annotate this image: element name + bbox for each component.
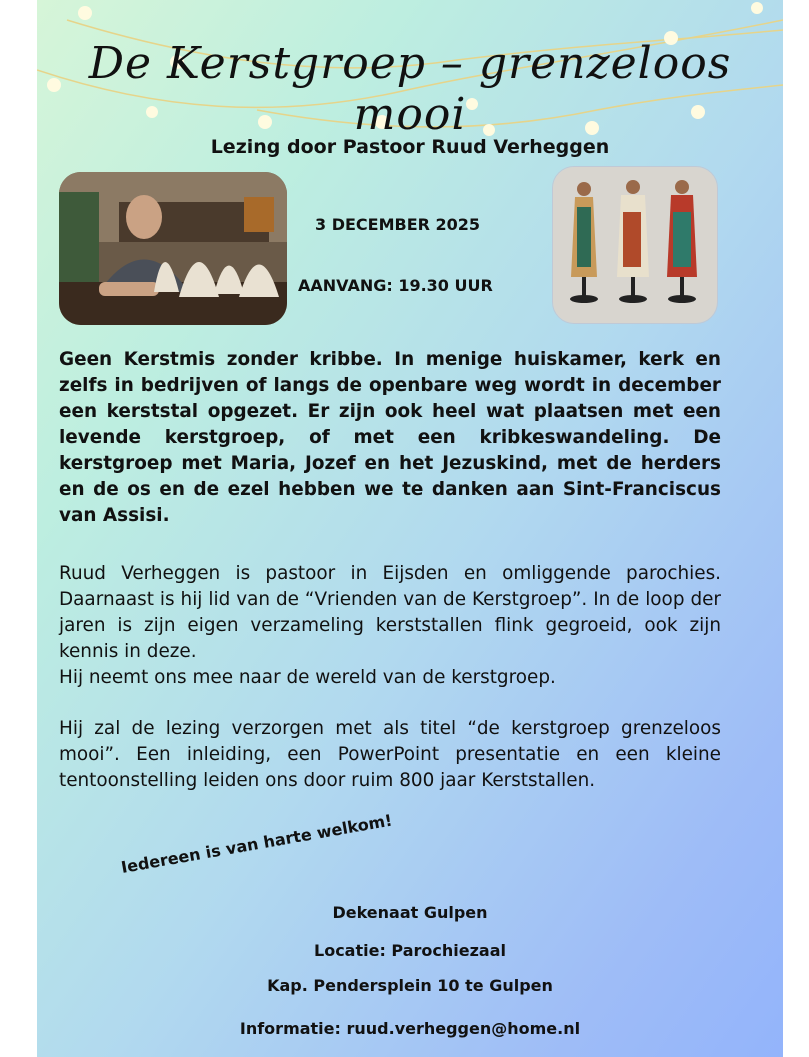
poster-title: De Kerstgroep – grenzeloos mooi [88,38,732,140]
flyer-page [37,0,783,1057]
contact-info: Informatie: ruud.verheggen@home.nl [239,1019,581,1038]
speaker-paragraph: Ruud Verheggen is pastoor in Eijsden en omliggende parochies. Daarnaast is hij lid van de “Vrienden van de Kerstgroep”. In de loop der jaren is zijn eigen verzameling kerststallen flink gegroeid, ook zijn kennis in deze. Hij neemt ons mee naar de wereld van de kerstgroep. [59,563,721,688]
lecture-paragraph: Hij zal de lezing verzorgen met als titel “de kerstgroep grenzeloos mooi”. Een inleiding, een PowerPoint presentatie en een kleine tentoonstelling leiden ons door ruim 800 jaar Kerststallen. [59,718,721,791]
welcome-text: Iedereen is van harte welkom! [119,810,394,877]
address: Kap. Pendersplein 10 te Gulpen [267,976,553,995]
pastor-photo [59,172,287,325]
intro-paragraph: Geen Kerstmis zonder kribbe. In menige huiskamer, kerk en zelfs in bedrijven of langs de openbare weg wordt in december een kerststal opgezet. Er zijn ook heel wat plaatsen met een levende kerstgroep, of met een kribkeswandeling. De kerstgroep met Maria, Jozef en het Jezuskind, met de herders en de os en de ezel hebben we te danken aan Sint-Franciscus van Assisi. [59,349,721,526]
event-start-time: AANVANG: 19.30 UUR [298,276,493,295]
location: Locatie: Parochiezaal [314,941,506,960]
organizer: Dekenaat Gulpen [332,903,488,922]
poster-subtitle: Lezing door Pastoor Ruud Verheggen [210,136,610,158]
nativity-figures-photo [552,166,718,324]
event-date: 3 DECEMBER 2025 [315,215,481,234]
light-bulb [751,2,763,14]
light-bulb [78,6,92,20]
